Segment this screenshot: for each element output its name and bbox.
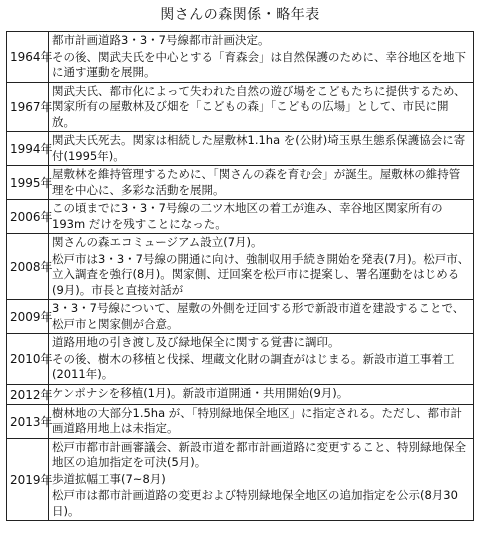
timeline-events (49, 32, 474, 83)
timeline-event-text: 関武夫氏、都市化によって失われた自然の遊び場をこどもたちに提供するため、関家所有の屋敷林及び畑を「こどもの森」「こどもの広場」として、市民に開放。 (52, 83, 466, 129)
page-title: 関さんの森関係・略年表 (160, 7, 320, 23)
timeline-year: 1967年 (7, 82, 49, 132)
timeline-event-text: 屋敷林を維持管理するために、「関さんの森を育む会」が誕生。屋敷林の維持管理を中心に、多彩な活動を展開。 (52, 167, 461, 197)
timeline-row (7, 438, 474, 521)
timeline-events (49, 384, 474, 404)
timeline-events (49, 404, 474, 438)
timeline-row (7, 384, 474, 404)
timeline-year: 2013年 (7, 404, 49, 438)
timeline-year: 2006年 (7, 200, 49, 234)
timeline-row (7, 82, 474, 132)
timeline-year: 1964年 (7, 32, 49, 83)
timeline-row (7, 404, 474, 438)
timeline-events (49, 132, 474, 166)
timeline-events (49, 234, 474, 300)
timeline-row (7, 200, 474, 234)
timeline-event-text: ケンポナシを移植(1月)。新設市道開通・共用開始(9月)。 (52, 386, 349, 401)
timeline-event-text: 都市計画道路3・3・7号線都市計画決定。 (52, 33, 270, 47)
timeline-year: 1994年 (7, 132, 49, 166)
timeline-events (49, 166, 474, 200)
timeline-row (7, 300, 474, 334)
timeline-event-text: 松戸市は都市計画道路の変更および特別緑地保全地区の追加指定を公示(8月30日)。 (52, 488, 458, 518)
timeline-table (6, 31, 474, 521)
timeline-event-text: 歩道拡幅工事(7~8月) (52, 471, 166, 486)
timeline-event-text: 樹林地の大部分1.5ha が、「特別緑地保全地区」に指定される。ただし、都市計画道路用地上は未指定。 (52, 405, 463, 435)
timeline-year: 2012年 (7, 384, 49, 404)
timeline-event-text: 関さんの森エコミュージアム設立(7月)。 (52, 235, 263, 249)
timeline-row (7, 334, 474, 385)
timeline-events (49, 438, 474, 521)
timeline-event-text: 松戸市都市計画審議会、新設市道を都市計画道路に変更すること、特別緑地保全地区の追加指定を可決(5月)。 (52, 439, 466, 469)
timeline-year: 2009年 (7, 300, 49, 334)
timeline-events (49, 200, 474, 234)
timeline-event-text: 関武夫氏死去。関家は相続した屋敷林1.1ha を(公財)埼玉県生態系保護協会に寄付(1995年)。 (52, 133, 466, 163)
timeline-event-text: その後、樹木の移植と伐採、埋蔵文化財の調査がはじまる。新設市道工事着工(2011年)。 (52, 351, 455, 381)
timeline-year: 2010年 (7, 334, 49, 385)
timeline-row (7, 234, 474, 300)
timeline-year: 1995年 (7, 166, 49, 200)
timeline-event-text: 3・3・7号線について、屋敷の外側を迂回する形で新設市道を建設することで、松戸市と関家側が合意。 (52, 301, 465, 331)
timeline-row (7, 32, 474, 83)
timeline-event-text: この頃までに3・3・7号線の二ツ木地区の着工が進み、幸谷地区関家所有の193m だけを残すことになった。 (52, 201, 443, 231)
timeline-events (49, 300, 474, 334)
timeline-events (49, 82, 474, 132)
timeline-row (7, 166, 474, 200)
timeline-row (7, 132, 474, 166)
timeline-event-text: その後、関武夫氏を中心とする「育森会」は自然保護のために、幸谷地区を地下に通す運動を展開。 (52, 49, 466, 79)
timeline-year: 2008年 (7, 234, 49, 300)
timeline-event-text: 松戸市は3・3・7号線の開通に向け、強制収用手続き開始を発表(7月)。松戸市、立入調査を強行(8月)。関家側、迂回案を松戸市に提案し、署名運動をはじめる(9月)。市長と直接対話が (52, 251, 470, 297)
timeline-body (7, 32, 474, 521)
timeline-year: 2019年 (7, 438, 49, 521)
timeline-events (49, 334, 474, 385)
timeline-event-text: 道路用地の引き渡し及び緑地保全に関する覚書に調印。 (52, 335, 340, 349)
